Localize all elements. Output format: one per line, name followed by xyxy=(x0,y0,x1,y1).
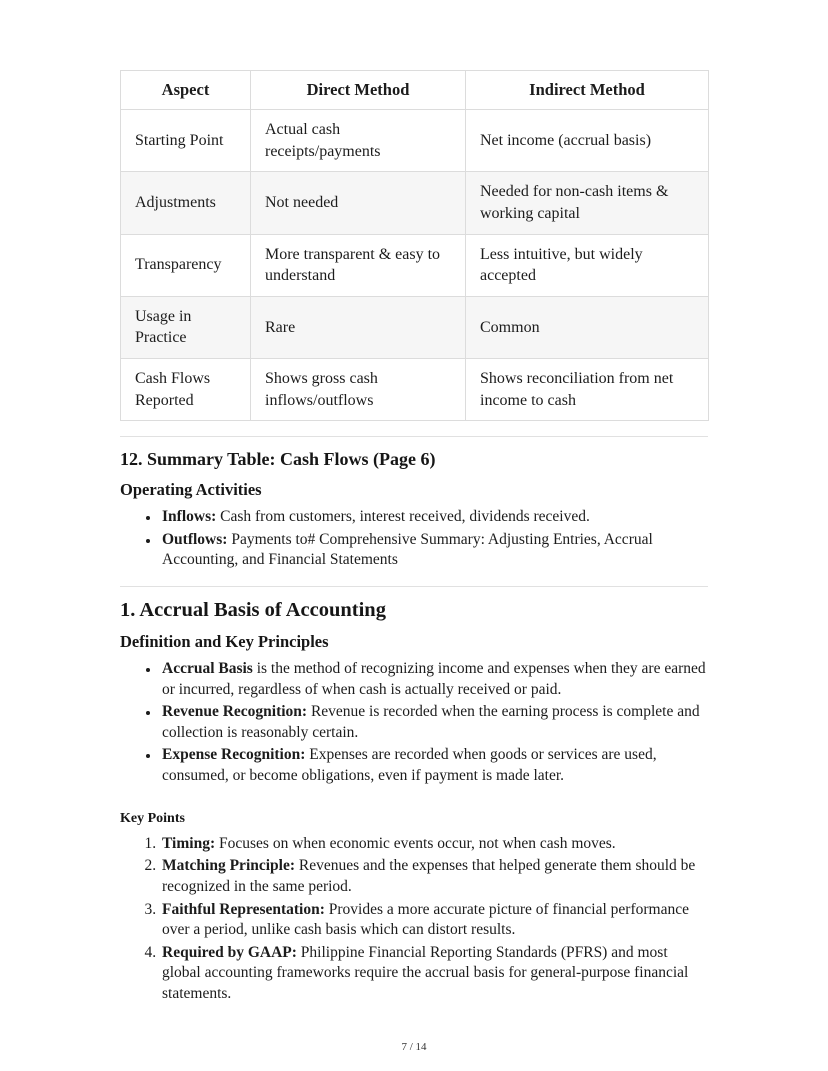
list-item-text: Revenues and the expenses that helped generate them should be recognized in the same period. xyxy=(162,857,696,895)
definition-principles-list xyxy=(120,659,708,787)
cash-flow-method-comparison-table xyxy=(120,70,709,421)
list-item-lead: Inflows: xyxy=(162,508,217,526)
subheading-operating-activities: Operating Activities xyxy=(120,480,262,500)
list-item-text: Revenue is recorded when the earning process is complete and collection is reasonably certain. xyxy=(162,703,700,741)
cell-indirect: Less intuitive, but widely accepted xyxy=(466,234,709,296)
list-item-lead: Matching Principle: xyxy=(162,857,296,875)
list-item xyxy=(160,834,708,855)
list-item-text: Focuses on when economic events occur, not when cash moves. xyxy=(215,834,616,852)
cell-indirect: Shows reconciliation from net income to cash xyxy=(466,359,709,421)
table-header-row xyxy=(121,71,709,110)
cell-aspect: Cash Flows Reported xyxy=(121,359,251,421)
cell-direct: Rare xyxy=(251,296,466,358)
list-item xyxy=(160,745,708,786)
operating-activities-list xyxy=(120,507,708,571)
section-heading-accrual-basis: 1. Accrual Basis of Accounting xyxy=(120,599,386,622)
list-item-text: Expenses are recorded when goods or services are used, consumed, or become obligations, even if payment is made later. xyxy=(162,746,657,785)
table-row xyxy=(121,359,709,421)
cell-aspect: Adjustments xyxy=(121,172,251,234)
list-item xyxy=(160,943,708,1005)
list-item-lead: Timing: xyxy=(162,834,216,852)
cell-aspect: Starting Point xyxy=(121,110,251,172)
list-item xyxy=(160,530,708,571)
cell-direct: Actual cash receipts/payments xyxy=(251,110,466,172)
page-number: 7 / 14 xyxy=(401,1041,427,1053)
cell-aspect: Usage in Practice xyxy=(121,296,251,358)
list-item-lead: Outflows: xyxy=(162,530,228,548)
list-item-text: is the method of recognizing income and expenses when they are earned or incurred, regardless of when cash is actually received or paid. xyxy=(162,660,706,698)
list-item-lead: Accrual Basis xyxy=(162,660,253,678)
col-header-indirect-method: Indirect Method xyxy=(466,71,709,110)
table-row xyxy=(121,296,709,358)
table-row xyxy=(121,172,709,234)
list-item-text: Philippine Financial Reporting Standards (PFRS) and most global accounting frameworks require the accrual basis for general-purpose financial statements. xyxy=(162,943,689,1002)
subheading-key-points: Key Points xyxy=(120,810,185,826)
section-divider xyxy=(120,586,708,587)
section-heading-summary-table: 12. Summary Table: Cash Flows (Page 6) xyxy=(120,449,436,470)
cell-indirect: Needed for non-cash items & working capital xyxy=(466,172,709,234)
list-item xyxy=(160,659,708,700)
cell-indirect: Common xyxy=(466,296,709,358)
table-row xyxy=(121,234,709,296)
list-item xyxy=(160,507,708,528)
table-row xyxy=(121,110,709,172)
cell-direct: More transparent & easy to understand xyxy=(251,234,466,296)
cell-direct: Shows gross cash inflows/outflows xyxy=(251,359,466,421)
list-item-lead: Revenue Recognition: xyxy=(162,703,308,721)
subheading-definition-key-principles: Definition and Key Principles xyxy=(120,632,329,652)
cell-direct: Not needed xyxy=(251,172,466,234)
list-item-text: Payments to# Comprehensive Summary: Adjusting Entries, Accrual Accounting, and Financial Statements xyxy=(162,530,653,569)
list-item xyxy=(160,900,708,941)
key-points-list xyxy=(120,834,708,1005)
list-item-text: Provides a more accurate picture of financial performance over a period, unlike cash basis which can distort results. xyxy=(162,900,689,939)
list-item xyxy=(160,702,708,743)
section-divider xyxy=(120,436,708,437)
list-item-lead: Required by GAAP: xyxy=(162,943,297,961)
col-header-direct-method: Direct Method xyxy=(251,71,466,110)
list-item-lead: Expense Recognition: xyxy=(162,746,306,764)
cell-aspect: Transparency xyxy=(121,234,251,296)
list-item-lead: Faithful Representation: xyxy=(162,900,325,918)
list-item xyxy=(160,856,708,897)
cell-indirect: Net income (accrual basis) xyxy=(466,110,709,172)
col-header-aspect: Aspect xyxy=(121,71,251,110)
list-item-text: Cash from customers, interest received, dividends received. xyxy=(216,508,590,526)
